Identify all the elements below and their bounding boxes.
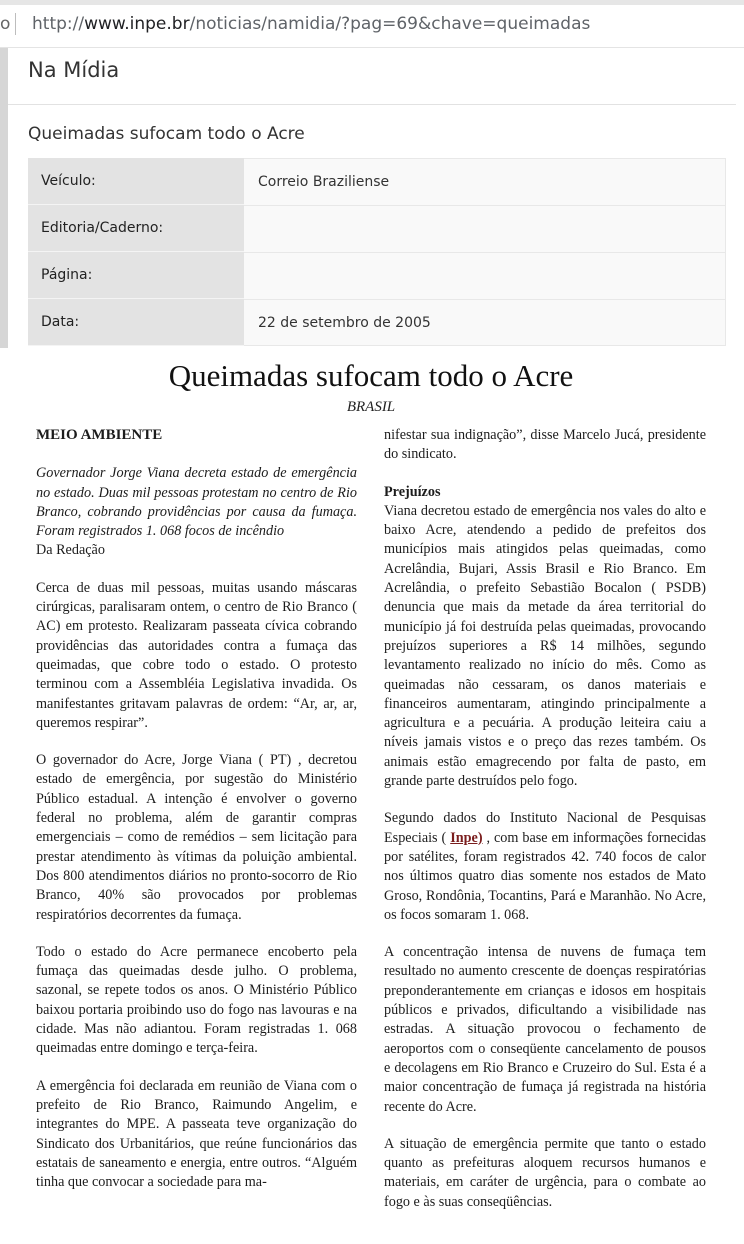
url-scheme: http:// (32, 14, 85, 34)
article-headline: Queimadas sufocam todo o Acre (168, 358, 574, 393)
article-byline: Da Redação (36, 542, 105, 559)
left-gutter (0, 48, 8, 348)
article-subhead: Prejuízos (384, 483, 441, 500)
article-section: BRASIL (346, 399, 396, 415)
page-panel (8, 48, 744, 348)
vehicle-label: Veículo: (28, 158, 244, 205)
article-paragraph: Cerca de duas mil pessoas, muitas usando máscaras cirúrgicas, paralisaram ontem, o centro de Rio Branco ( AC) em protesto. Realizaram passeata cívica cobrando providências das autoridades contra a fumaça das queimadas, que cobre todo o estado. O protesto terminou com a Assembléia Legislativa invadida. Os manifestantes gritavam palavras de ordem: “Ar, ar, ar, queremos respirar”. (36, 579, 357, 731)
section-value (244, 205, 726, 252)
article-lead: Governador Jorge Viana decreta estado de emergência no estado. Duas mil pessoas protestam no centro de Rio Branco, cobrando providências por causa da fumaça. Foram registrados 1. 068 focos de incêndio (36, 465, 357, 540)
url-path: /noticias/namidia/?pag=69&chave=queimadas (189, 14, 591, 34)
news-title: Queimadas sufocam todo o Acre (28, 124, 305, 144)
date-label: Data: (28, 299, 244, 346)
section-label: Editoria/Caderno: (28, 205, 244, 252)
article-paragraph: A emergência foi declarada em reunião de Viana com o prefeito de Rio Branco, Raimundo Angelim, e integrantes do MPE. A passeata teve organização do Sindicato dos Urbanitários, que reúne funcionários das estatais de saneamento e energia, entre outros. “Alguém tinha que convocar a sociedade para ma- (36, 1077, 357, 1191)
page-title: Na Mídia (28, 58, 120, 82)
table-row (28, 299, 726, 346)
article-paragraph: Todo o estado do Acre permanece encoberto pela fumaça das queimadas desde julho. O problema, sazonal, se repete todos os anos. O Ministério Público baixou portaria proibindo uso do fogo nas lavouras e na cidade. Mas não adiantou. Foram registradas 1. 068 queimadas entre domingo e terça-feira. (36, 943, 357, 1057)
article-column-left (36, 426, 357, 1210)
page-label: Página: (28, 252, 244, 299)
url-field[interactable] (32, 14, 590, 34)
article-paragraph (384, 809, 706, 925)
table-row (28, 205, 726, 252)
article-paragraph: A situação de emergência permite que tanto o estado quanto as prefeituras aloquem recursos humanos e materiais, em caráter de urgência, para o combate ao fogo e às suas conseqüências. (384, 1135, 706, 1210)
article-kicker: MEIO AMBIENTE (36, 427, 163, 443)
date-value: 22 de setembro de 2005 (244, 299, 726, 346)
article-scan (0, 348, 744, 1244)
article-paragraph: O governador do Acre, Jorge Viana ( PT) , decretou estado de emergência, por sugestão do Ministério Público estadual. A intenção é envolver o governo federal no problema, além de garantir compras emergenciais – como de remédios – sem licitação para prestar atendimento às vítimas da poluição ambiental. Dos 800 atendimentos diários no pronto-socorro de Rio Branco, 40% são provocados por problemas respiratórios decorrentes da fumaça. (36, 752, 357, 923)
title-divider (8, 104, 736, 105)
site-info-icon[interactable]: o (0, 14, 11, 34)
url-host: www.inpe.br (84, 14, 190, 34)
article-paragraph: A concentração intensa de nuvens de fumaça tem resultado no aumento crescente de doenças respiratórias preponderantemente em crianças e idosos em hospitais públicos e privados, dificultando a visibilidade nas estradas. A situação provocou o fechamento de aeroportos com o conseqüente cancelamento de pousos e decolagens em Rio Branco e Cruzeiro do Sul. Esta é a maior concentração de fumaça já registrada na história recente do Acre. (384, 944, 706, 1115)
vehicle-value: Correio Braziliense (244, 158, 726, 205)
table-row (28, 158, 726, 205)
article-paragraph: nifestar sua indignação”, disse Marcelo Jucá, presidente do sindicato. (384, 427, 706, 463)
paragraph-text: Segundo dados do Instituto Nacional de Pesquisas Especiais ( (384, 810, 706, 846)
page-value (244, 252, 726, 299)
address-separator (15, 13, 16, 35)
table-row (28, 252, 726, 299)
news-info-table (28, 158, 726, 346)
address-bar (0, 0, 744, 48)
paragraph-text: , com base em informações fornecidas por satélites, foram registrados 42. 740 focos de calor nos últimos quatro dias somente nos estados de Mato Groso, Rondônia, Tocantins, Pará e Maranhão. No Acre, os focos somaram 1. 068. (384, 829, 706, 923)
tab-strip-edge (0, 0, 744, 5)
article-paragraph: Viana decretou estado de emergência nos vales do alto e baixo Acre, atendendo a pedido de prefeitos dos municípios mais atingidos pelas queimadas, como Acrelândia, Bujari, Assis Brasil e Rio Branco. Em Acrelândia, o prefeito Sebastião Bocalon ( PSDB) denuncia que mais da metade da área territorial do município já foi destruída pelas queimadas, provocando prejuízos superiores a R$ 14 milhões, segundo levantamento realizado no início do mês. Como as queimadas não cessaram, os danos materiais e financeiros aumentaram, atingindo principalmente a agricultura e a pecuária. A produção leiteira caiu a níveis jamais vistos e o preço das rezes também. Os animais estão emagrecendo por falta de pasto, em grande parte destruídos pelo fogo. (384, 502, 706, 790)
inpe-link[interactable]: Inpe) (450, 829, 483, 846)
article-column-right (384, 426, 706, 1230)
